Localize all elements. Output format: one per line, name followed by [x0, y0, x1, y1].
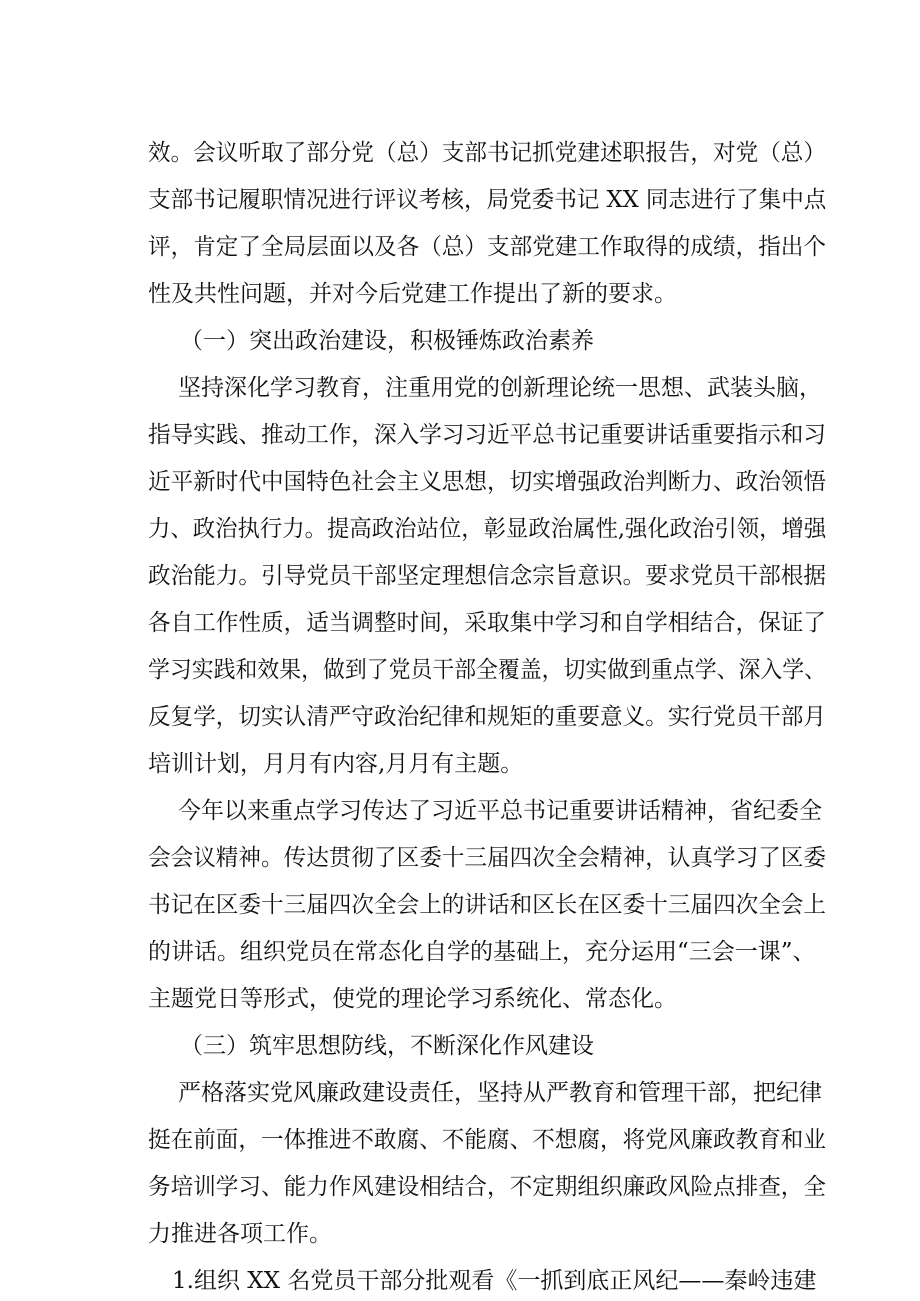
body-line: 学习实践和效果，做到了党员干部全覆盖，切实做到重点学、深入学、	[148, 657, 826, 683]
body-line: 力、政治执行力。提高政治站位，彰显政治属性,强化政治引领，增强	[148, 516, 827, 542]
body-line: 的讲话。组织党员在常态化自学的基础上，充分运用“三会一课”、	[148, 939, 816, 965]
body-line: 会会议精神。传达贯彻了区委十三届四次全会精神，认真学习了区委	[148, 845, 826, 871]
body-line: 务培训学习、能力作风建设相结合，不定期组织廉政风险点排查，全	[148, 1174, 826, 1200]
body-line: 政治能力。引导党员干部坚定理想信念宗旨意识。要求党员干部根据	[148, 563, 826, 589]
body-line: 今年以来重点学习传达了习近平总书记重要讲话精神，省纪委全	[178, 798, 822, 824]
body-line: 支部书记履职情况进行评议考核，局党委书记 XX 同志进行了集中点	[148, 187, 827, 213]
body-line: 培训计划，月月有内容,月月有主题。	[148, 751, 524, 777]
body-line: 力推进各项工作。	[148, 1221, 332, 1247]
list-item: 1.组织 XX 名党员干部分批观看《一抓到底正风纪——秦岭违建	[172, 1268, 817, 1294]
body-line: 各自工作性质，适当调整时间，采取集中学习和自学相结合，保证了	[148, 610, 826, 636]
body-line: 主题党日等形式，使党的理论学习系统化、常态化。	[148, 986, 677, 1012]
section-heading: （一）突出政治建设，积极锤炼政治素养	[180, 328, 594, 354]
body-line: 严格落实党风廉政建设责任，坚持从严教育和管理干部，把纪律	[178, 1080, 822, 1106]
body-line: 效。会议听取了部分党（总）支部书记抓党建述职报告，对党（总）	[148, 140, 826, 166]
body-line: 近平新时代中国特色社会主义思想，切实增强政治判断力、政治领悟	[148, 469, 826, 495]
section-heading: （三）筑牢思想防线，不断深化作风建设	[180, 1033, 594, 1059]
body-line: 挺在前面，一体推进不敢腐、不能腐、不想腐，将党风廉政教育和业	[148, 1127, 826, 1153]
body-line: 反复学，切实认清严守政治纪律和规矩的重要意义。实行党员干部月	[148, 704, 826, 730]
body-line: 指导实践、推动工作，深入学习习近平总书记重要讲话重要指示和习	[148, 422, 826, 448]
body-line: 坚持深化学习教育，注重用党的创新理论统一思想、武装头脑，	[178, 375, 822, 401]
body-line: 书记在区委十三届四次全会上的讲话和区长在区委十三届四次全会上	[148, 892, 826, 918]
body-line: 性及共性问题，并对今后党建工作提出了新的要求。	[148, 281, 677, 307]
body-line: 评，肯定了全局层面以及各（总）支部党建工作取得的成绩，指出个	[148, 234, 826, 260]
